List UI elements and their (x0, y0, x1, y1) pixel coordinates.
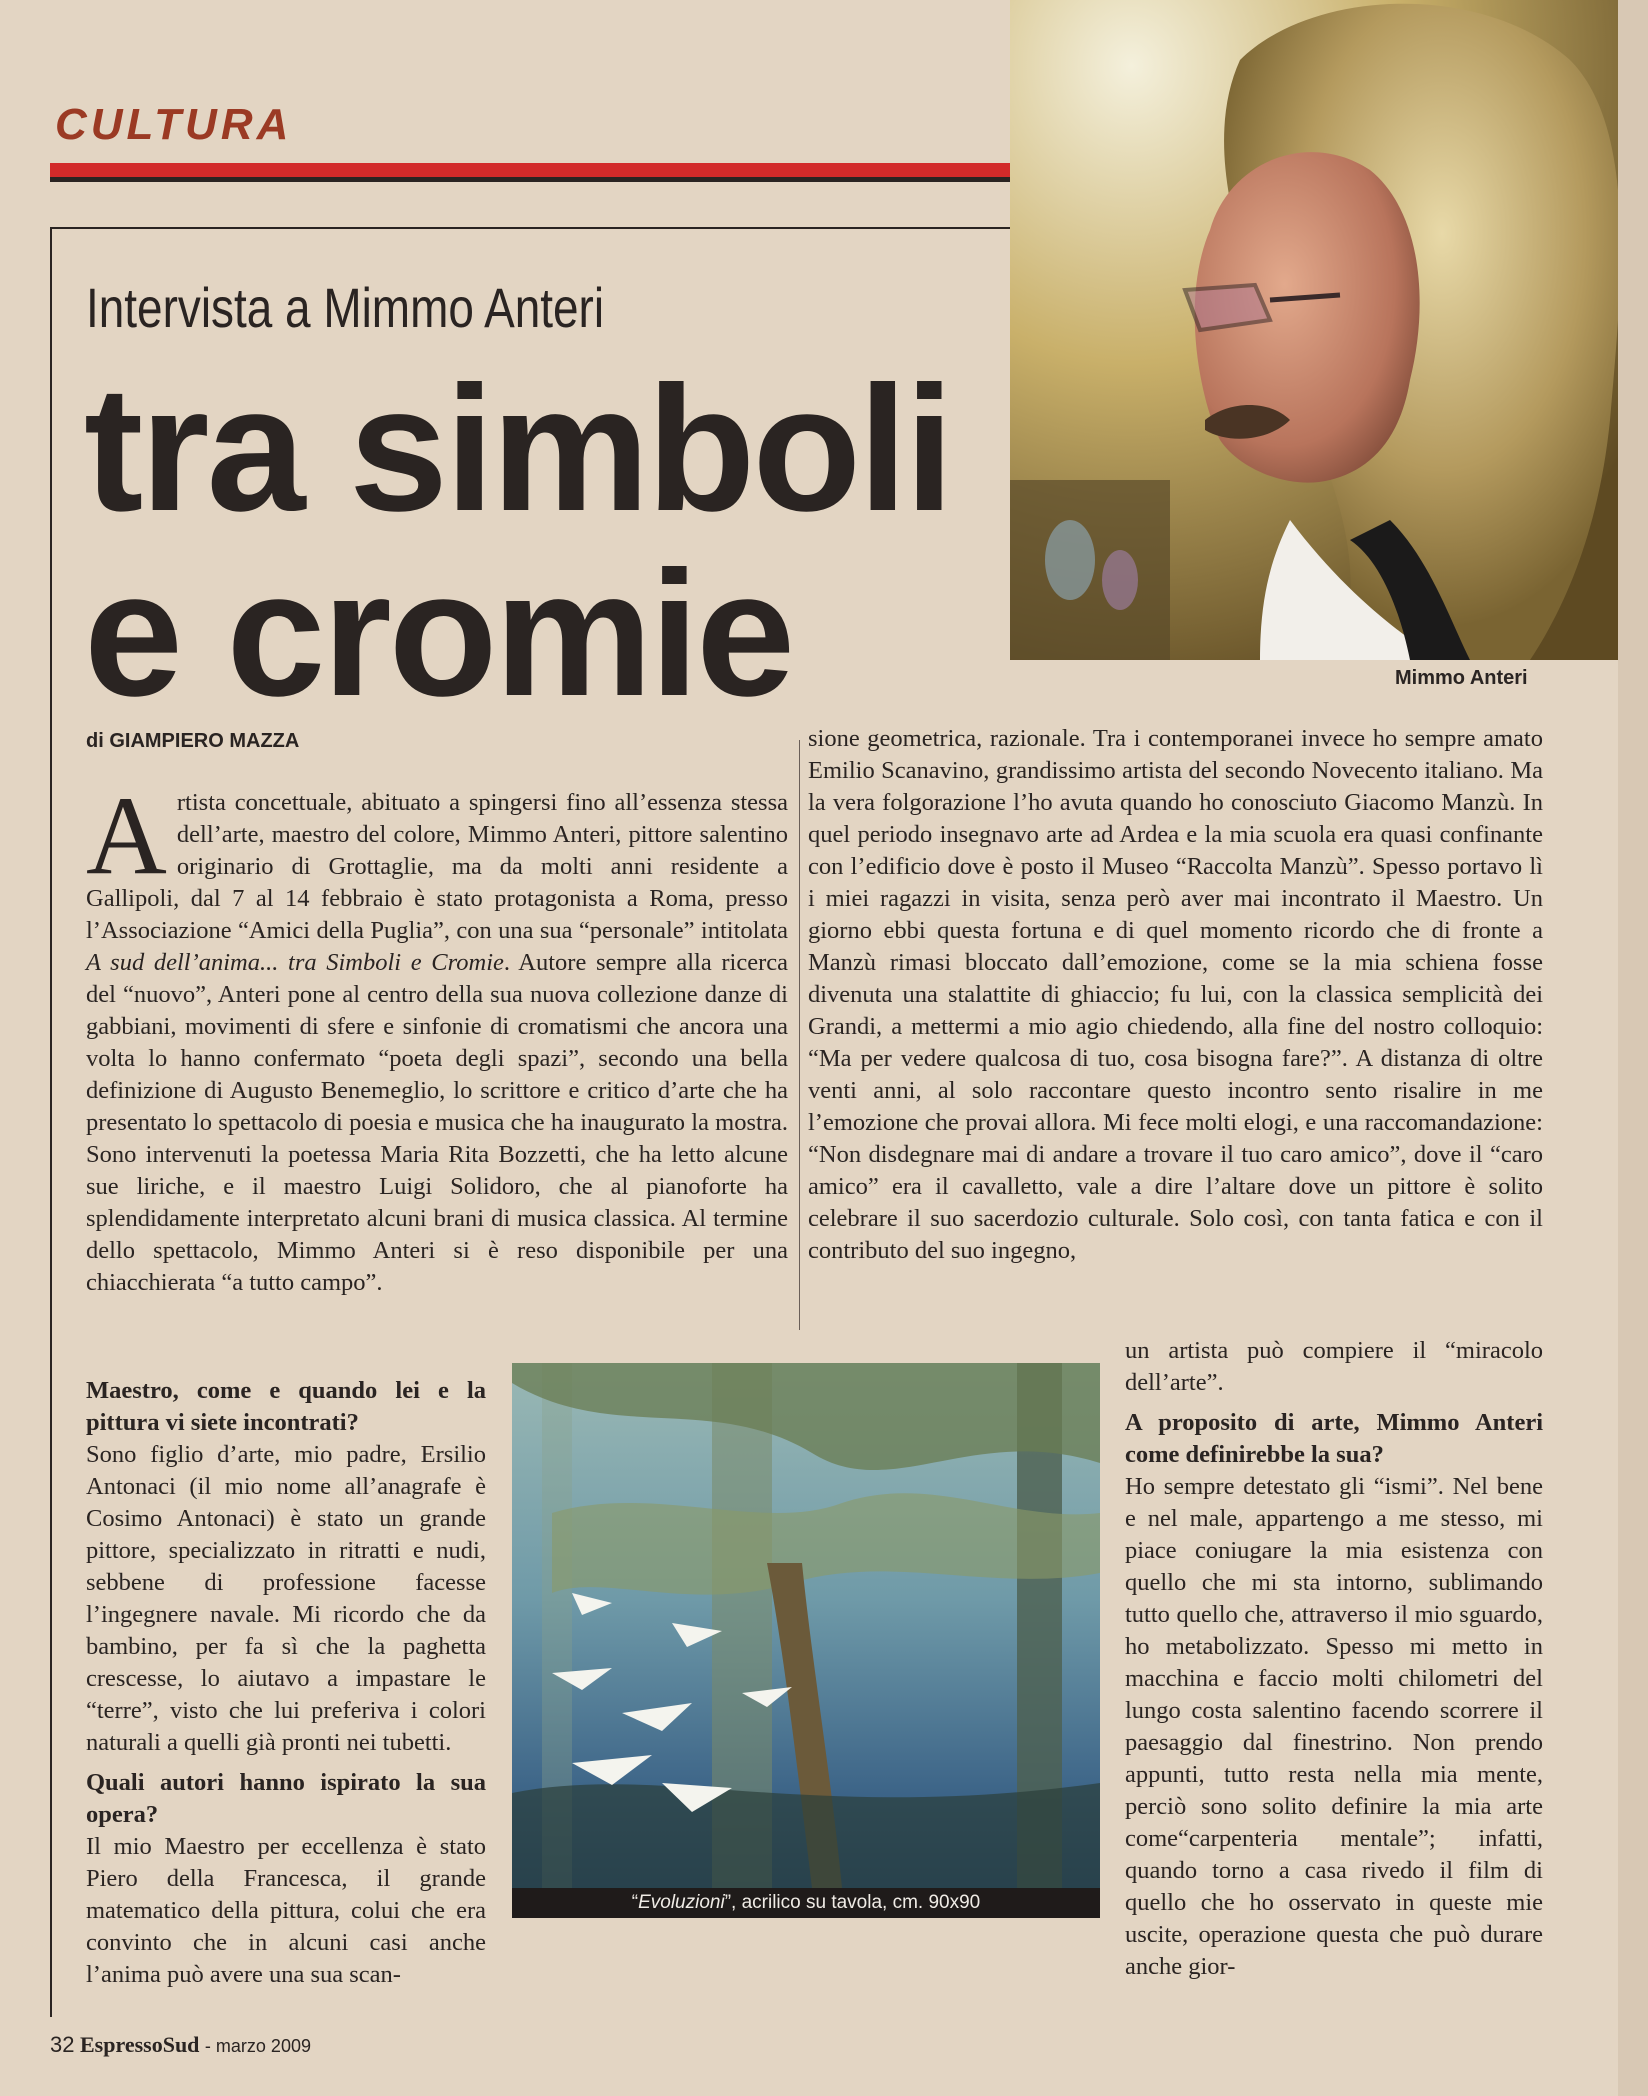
byline: di GIAMPIERO MAZZA (86, 730, 300, 752)
header-rule-red (50, 163, 1010, 177)
column-divider (799, 740, 800, 1330)
right-column (808, 723, 1543, 1267)
header-rule-dark (50, 177, 1010, 182)
page-footer (50, 2032, 311, 2058)
photo-caption: Mimmo Anteri (1395, 667, 1528, 689)
exhibition-title: A sud dell’anima... tra Simboli e Cromie (86, 949, 504, 976)
headline-line-2: e cromie (84, 534, 793, 733)
question-3: A proposito di arte, Mimmo Anteri come definirebbe la sua? (1125, 1409, 1543, 1468)
intro-text: rtista concettuale, abituato a spingersi fino all’essenza stessa dell’arte, maestro del colore, Mimmo Anteri, pittore salentino originario di Grottaglie, ma da molti anni residente a Gallipoli, dal 7 al 14 febbraio è stato protagonista a Roma, presso l’Associazione “Amici della Puglia”, con una sua “personale” intitolata (86, 789, 788, 944)
painting-title: Evoluzioni (638, 1892, 725, 1913)
headline-line-1: tra simboli (84, 349, 952, 548)
answer-2-continued: sione geometrica, razionale. Tra i contemporanei invece ho sempre amato Emilio Scanavino, grandissimo artista del secondo Novecento italiano. Ma la vera folgorazione l’ho avuta quando ho conosciuto Giacomo Manzù. In quel periodo insegnavo arte ad Ardea e la mia scuola era quasi confinante con l’edificio dove è posto il Museo “Raccolta Manzù”. Spesso portavo lì i miei ragazzi in visita, senza però aver mai incontrato il Maestro. Un giorno ebbi questa fortuna e di quel momento ricordo che di fronte a Manzù rimasi bloccato dall’emozione, come se la mia schiena fosse divenuta una stalattite di ghiaccio; fu lui, con la classica semplicità dei Grandi, a mettermi a mio agio chiedendo, alla fine del nostro colloquio: “Ma per vedere qualcosa di tuo, cosa bisogna fare?”. A distanza di oltre venti anni, al solo raccontare questo incontro sento risalire in me l’emozione che provai allora. Mi fece molti elogi, e una raccomandazione: “Non disdegnare mai di andare a trovare il tuo caro amico”, dove il “caro amico” era il cavalletto, vale a dire l’altare dove un pittore è solito celebrare il suo sacerdozio culturale. Solo così, con tanta fatica e con il contributo del suo ingegno, (808, 725, 1543, 1264)
answer-2-start: Il mio Maestro per eccellenza è stato Piero della Francesca, il grande matematico della pittura, colui che era convinto che in alcuni casi anche l’anima può avere una sua scan- (86, 1833, 486, 1988)
intro-text-2: . Autore sempre alla ricerca del “nuovo”, Anteri pone al centro della sua nuova collezione danze di gabbiani, movimenti di sfere e sinfonie di cromatismi che ancora una volta lo hanno confermato “poeta degli spazi”, secondo una bella definizione di Augusto Benemeglio, lo scrittore e critico d’arte che ha presentato lo spettacolo di poesia e musica che ha inaugurato la mostra. Sono intervenuti la poetessa Maria Rita Bozzetti, che ha letto alcune sue liriche, e il maestro Luigi Solidoro, che al pianoforte ha splendidamente interpretato alcuni brani di musica classica. Al termine dello spettacolo, Mimmo Anteri si è reso disponibile per una chiacchierata “a tutto campo”. (86, 949, 788, 1296)
kicker-title: Intervista a Mimmo Anteri (86, 276, 605, 339)
drop-cap: A (86, 774, 167, 898)
page-gutter-strip (1618, 0, 1648, 2096)
page-number: 32 (50, 2032, 75, 2057)
issue-date: - marzo 2009 (204, 2036, 311, 2056)
intro-paragraph (86, 774, 788, 1299)
portrait-photo (1010, 0, 1618, 660)
answer-2-end: un artista può compiere il “miracolo dell’arte”. (1125, 1337, 1543, 1396)
right-qa-column (1125, 1335, 1543, 1983)
question-2: Quali autori hanno ispirato la sua opera? (86, 1769, 486, 1828)
painting-evoluzioni (512, 1363, 1100, 1888)
intro-column (86, 774, 788, 1299)
answer-1: Sono figlio d’arte, mio padre, Ersilio Antonaci (il mio nome all’anagrafe è Cosimo Antonaci) è stato un grande pittore, specializzato in ritratti e nudi, sebbene di professione facesse l’ingegnere navale. Mi ricordo che da bambino, per fa sì che la paghetta crescesse, lo aiutavo a impastare le “terre”, visto che lui preferiva i colori naturali a quelli già pronti nei tubetti. (86, 1441, 486, 1756)
painting-caption: “Evoluzioni”, acrilico su tavola, cm. 90x90 (512, 1888, 1100, 1918)
answer-3: Ho sempre detestato gli “ismi”. Nel bene e nel male, appartengo a me stesso, mi piace coniugare la mia esistenza con quello che mi sta intorno, sublimando tutto quello che, attraverso il mio sguardo, ho metabolizzato. Spesso mi metto in macchina e faccio molti chilometri del lungo costa salentino facendo scorrere il paesaggio dal finestrino. Non prendo appunti, tutto resta nella mia mente, perciò sono solito definire la mia arte come“carpenteria mentale”; infatti, quando torno a casa rivedo il film di quello che ho osservato in queste mie uscite, operazione questa che può durare anche gior- (1125, 1473, 1543, 1980)
section-label: CULTURA (55, 100, 293, 149)
frame-left-line (50, 227, 52, 2017)
magazine-name: EspressoSud (79, 2032, 200, 2057)
frame-top-line (50, 227, 1010, 229)
question-1: Maestro, come e quando lei e la pittura vi siete incontrati? (86, 1377, 486, 1436)
painting-details: , acrilico su tavola, cm. 90x90 (731, 1892, 981, 1913)
left-qa-column (86, 1375, 486, 1991)
